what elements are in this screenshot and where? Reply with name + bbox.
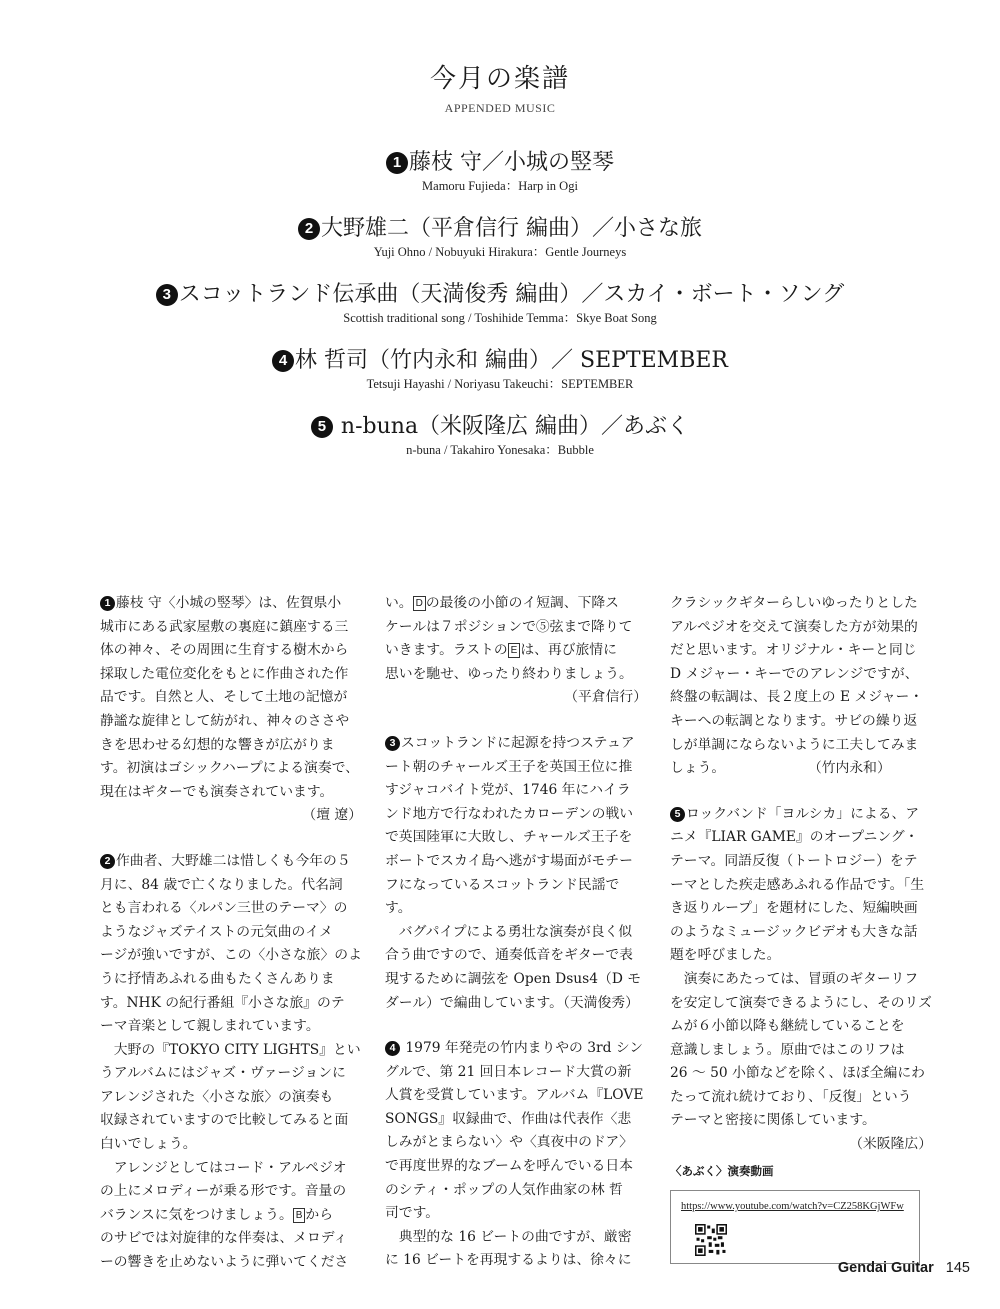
body-line: 城市にある武家屋敷の裏庭に鎮座する三 [100,618,349,635]
body-line: ート朝のチャールズ王子を英国王位に推 [385,758,633,775]
piece-title [0,214,1000,244]
body-line: 大野の『TOKYO CITY LIGHTS』とい [113,1041,361,1058]
body-line: ようなジャズテイストの元気曲のイメ [100,923,333,940]
body-line: D メジャー・キーでのアレンジですが、 [670,665,919,682]
body-line: す。NHK の紀行番組『小さな旅』のテ [100,994,345,1011]
body-line: 典型的な 16 ビートの曲ですが、厳密 [398,1228,632,1245]
magazine-name: Gendai Guitar [837,1260,934,1276]
page-number: 145 [945,1260,970,1276]
spacer [100,828,362,850]
spacer [385,1015,647,1037]
text-column-3 [670,592,932,1264]
piece-title [0,412,1000,442]
body-line: だと思います。オリジナル・キーと同じ [670,642,917,659]
body-line: 司です。 [385,1205,440,1222]
video-link[interactable]: https://www.youtube.com/watch?v=CZ258KGjWFw [681,1201,904,1213]
body-line: いきます。ラストの E は、再び旅情に [385,642,617,659]
body-line: 人賞を受賞しています。アルバム『LOVE [385,1087,644,1104]
body-line: 演奏にあたっては、冒頭のギターリフ [683,970,919,987]
body-line: しみがとまらない〉や〈真夜中のドア〉 [385,1134,633,1151]
piece-subtitle: Yuji Ohno / Nobuyuki Hirakura：Gentle Journeys [373,245,627,259]
body-line: い。 D の最後の小節のイ短調、下降ス [385,595,619,611]
body-line: のシティ・ポップの人気作曲家の林 哲 [385,1181,623,1198]
body-line: 白いでしょう。 [100,1136,197,1153]
body-line: ニメ『LIAR GAME』のオープニング・ [670,829,919,846]
body-line: SONGS』収録曲で、作曲は代表作〈悲 [385,1110,632,1127]
body-line: の上にメロディーが乗る形です。音量の [100,1183,347,1200]
piece-title-text: 大野雄二（平倉信行 編曲）／小さな旅 [321,216,702,241]
number-badge: 2 [100,854,115,869]
body-line: ーマ音楽として親しまれています。 [100,1018,320,1035]
body-line: のようなミュージックビデオも大きな話 [670,923,918,940]
body-line: 月に、84 歳で亡くなりました。代名詞 [100,876,343,893]
body-line: 4 1979 年発売の竹内まりやの 3rd シン [385,1037,647,1061]
piece-2 [0,214,1000,261]
number-badge: 3 [385,736,400,751]
body-line: 1 藤枝 守〈小城の竪琴〉は、佐賀県小 [100,592,362,616]
spacer [670,781,932,803]
body-line: しが単調にならないように工夫してみま [670,736,919,753]
number-badge: 2 [298,218,320,240]
piece-5 [0,412,1000,459]
body-line: バグパイプによる勇壮な演奏が良く似 [398,923,633,940]
body-line: 静謐な旋律として紡がれ、神々のささや [100,712,350,729]
rehearsal-mark: D [413,596,426,611]
piece-subtitle: Scottish traditional song / Toshihide Temma：Skye Boat Song [343,311,657,325]
body-line: 体の神々、その周囲に生育する樹木から [100,642,349,659]
body-line: テーマと密接に関係しています。 [670,1112,876,1129]
body-line: ーの響きを止めないように弾いてくださ [100,1254,349,1271]
body-line: す。初演はゴシックハープによる演奏で、 [100,760,359,777]
body-line: 5 ロックバンド「ヨルシカ」による、ア [670,803,932,827]
body-line: キーへの転調となります。サビの繰り返 [670,712,918,729]
body-line: バランスに気をつけましょう。 B から [100,1206,334,1223]
body-line: ーマとした疾走感あふれる作品です。「生 [670,876,925,893]
body-line: ムが６小節以降も継続していることを [670,1018,905,1035]
body-line: 合う曲ですので、通奏低音をギターで表 [385,947,633,964]
body-line: 採取した電位変化をもとに作曲された作 [100,665,349,682]
piece-title [0,346,1000,376]
number-badge: 5 [311,416,333,438]
text-column-1 [100,592,362,1275]
body-line: に 16 ビートを再現するよりは、徐々に [385,1252,632,1269]
body-line: 終盤の転調は、長２度上の E メジャー・ [670,689,924,706]
body-line: す。 [385,900,412,917]
piece-title [0,148,1000,178]
body-line: ダール）で編曲しています。（天満俊秀） [385,994,639,1011]
piece-list [0,148,1000,478]
body-line: しょう。 （竹内永和） [670,760,891,777]
piece-3 [0,280,1000,327]
body-line: 品です。自然と人、そして土地の記憶が [100,689,348,706]
body-line: で再度世界的なブームを呼んでいる日本 [385,1158,633,1175]
body-line: 思いを馳せ、ゆったり終わりましょう。 [385,665,633,682]
number-badge: 5 [670,807,685,822]
piece-title [0,280,1000,310]
body-line: ンド地方で行なわれたカローデンの戦い [385,805,634,822]
piece-subtitle: Tetsuji Hayashi / Noriyasu Takeuchi：SEPTEMBER [366,377,634,391]
piece-title-text: 林 哲司（竹内永和 編曲）／ SEPTEMBER [295,348,728,373]
body-line: うアルバムにはジャズ・ヴァージョンに [100,1065,346,1082]
body-line: アレンジされた〈小さな旅〉の演奏も [100,1088,334,1105]
body-line: のサビでは対旋律的な伴奏は、メロディ [100,1230,348,1247]
piece-title-text: n-buna（米阪隆広 編曲）／あぶく [333,414,690,439]
body-line: たって流れ続けており、「反復」という [670,1088,912,1105]
text-column-2 [385,592,647,1273]
body-line: ケールは７ポジションで⑤弦まで降りて [385,618,633,635]
author-credit: （米阪隆広） [849,1136,932,1153]
body-line: テーマ。同語反復（トートロジー）をテ [670,852,918,869]
video-link-box [670,1190,920,1264]
number-badge: 3 [156,284,178,306]
body-line: 現するために調弦を Open Dsus4（D モ [385,970,642,987]
body-line: グルで、第 21 回日本レコード大賞の新 [385,1063,632,1080]
body-line: とも言われる〈ルパン三世のテーマ〉の [100,900,348,917]
piece-title-text: スコットランド伝承曲（天満俊秀 編曲）／スカイ・ボート・ソング [178,282,845,307]
body-line: クラシックギターらしいゆったりとした [670,595,918,611]
body-line: 現在はギターでも演奏されています。 [100,783,334,800]
author-credit: （壇 遼） [302,807,362,824]
rehearsal-mark: E [508,643,521,658]
page-title: 今月の楽譜 [429,64,570,94]
author-credit: （平倉信行） [564,689,647,706]
body-line: アルペジオを交えて演奏した方が効果的 [670,618,918,635]
body-line: を安定して演奏できるようにし、そのリズ [670,994,932,1011]
piece-subtitle: n-buna / Takahiro Yonesaka：Bubble [406,443,594,457]
body-line: すジャコバイト党が、1746 年にハイラ [385,782,631,799]
body-line: き返りループ」を題材にした、短編映画 [670,900,918,917]
body-line: で英国陸軍に大敗し、チャールズ王子を [385,829,633,846]
body-line: アレンジとしてはコード・アルペジオ [113,1159,347,1176]
video-label: 〈あぶく〉演奏動画 [670,1165,774,1178]
body-line: 意識しましょう。原曲ではこのリフは [670,1041,905,1058]
page-header [0,58,1000,116]
piece-4 [0,346,1000,393]
body-line: 収録されていますので比較してみると面 [100,1112,349,1129]
body-line: うに抒情あふれる曲もたくさんありま [100,970,335,987]
number-badge: 4 [385,1041,400,1056]
piece-1 [0,148,1000,195]
page-subtitle: APPENDED MUSIC [444,101,556,115]
body-line: フになっているスコットランド民謡で [385,876,620,893]
body-line: ージが強いですが、この〈小さな旅〉のよ [100,947,362,964]
body-line: きを思わせる幻想的な響きが広がりま [100,736,335,753]
rehearsal-mark: B [293,1208,306,1223]
body-line: 2 作曲者、大野雄二は惜しくも今年の５ [100,850,362,874]
body-line: 3 スコットランドに起源を持つステュア [385,732,647,756]
piece-title-text: 藤枝 守／小城の竪琴 [409,150,614,175]
body-line: ボートでスカイ島へ逃がす場面がモチー [385,852,633,869]
qr-code-icon[interactable] [695,1224,727,1256]
number-badge: 4 [272,350,294,372]
body-line: 26 〜 50 小節などを除く、ほぼ全編にわ [670,1065,925,1082]
number-badge: 1 [100,596,115,611]
number-badge: 1 [386,152,408,174]
page-footer [838,1260,970,1276]
body-line: 題を呼びました。 [670,947,781,964]
spacer [385,710,647,732]
piece-subtitle: Mamoru Fujieda：Harp in Ogi [422,179,578,193]
